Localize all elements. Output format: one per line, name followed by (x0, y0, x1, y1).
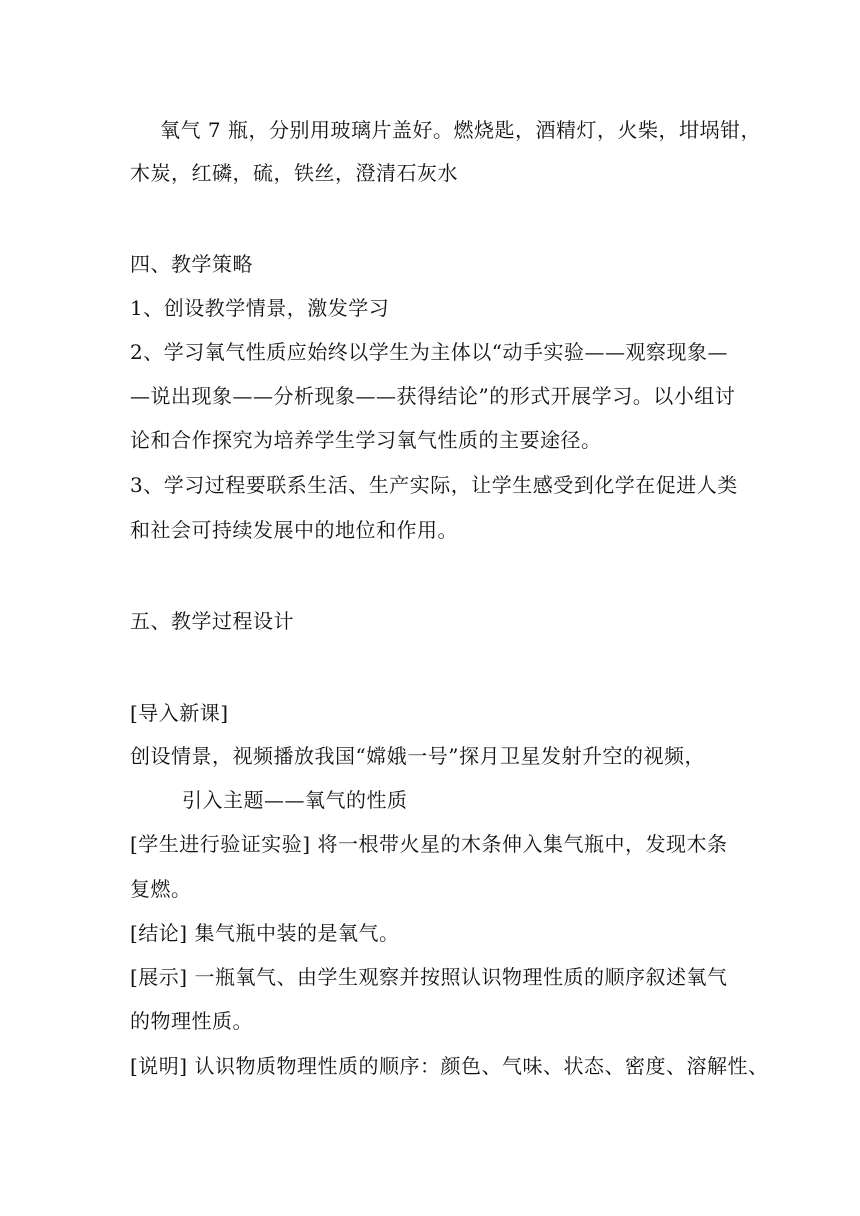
intro-line-2: 引入主题——氧气的性质 (182, 788, 408, 812)
verify-line-1: [学生进行验证实验] 将一根带火星的木条伸入集气瓶中，发现木条 (130, 832, 728, 856)
strategy-item-3-line-1: 3、学习过程要联系生活、生产实际，让学生感受到化学在促进人类 (130, 473, 738, 497)
explain-line-1: [说明] 认识物质物理性质的顺序：颜色、气味、状态、密度、溶解性、 (130, 1054, 769, 1078)
materials-line-1: 氧气 7 瓶，分别用玻璃片盖好。燃烧匙，酒精灯，火柴，坩埚钳， (160, 118, 761, 142)
strategy-item-3-line-2: 和社会可持续发展中的地位和作用。 (130, 518, 458, 542)
conclusion-line: [结论] 集气瓶中装的是氧气。 (130, 921, 400, 945)
strategy-item-1: 1、创设教学情景，激发学习 (130, 296, 390, 320)
intro-tag: [导入新课] (130, 701, 229, 725)
section5-heading: 五、教学过程设计 (130, 609, 294, 633)
show-line-1: [展示] 一瓶氧气、由学生观察并按照认识物理性质的顺序叙述氧气 (130, 965, 728, 989)
verify-line-2: 复燃。 (130, 877, 192, 901)
materials-line-2: 木炭，红磷，硫，铁丝，澄清石灰水 (130, 161, 458, 185)
section4-heading: 四、教学策略 (130, 252, 253, 276)
intro-line-1: 创设情景，视频播放我国“嫦娥一号”探月卫星发射升空的视频， (130, 744, 705, 768)
strategy-item-2-line-2: —说出现象——分析现象——获得结论”的形式开展学习。以小组讨 (130, 384, 736, 408)
strategy-item-2-line-1: 2、学习氧气性质应始终以学生为主体以“动手实验——观察现象— (130, 340, 728, 364)
strategy-item-2-line-3: 论和合作探究为培养学生学习氧气性质的主要途径。 (130, 428, 602, 452)
show-line-2: 的物理性质。 (130, 1009, 253, 1033)
